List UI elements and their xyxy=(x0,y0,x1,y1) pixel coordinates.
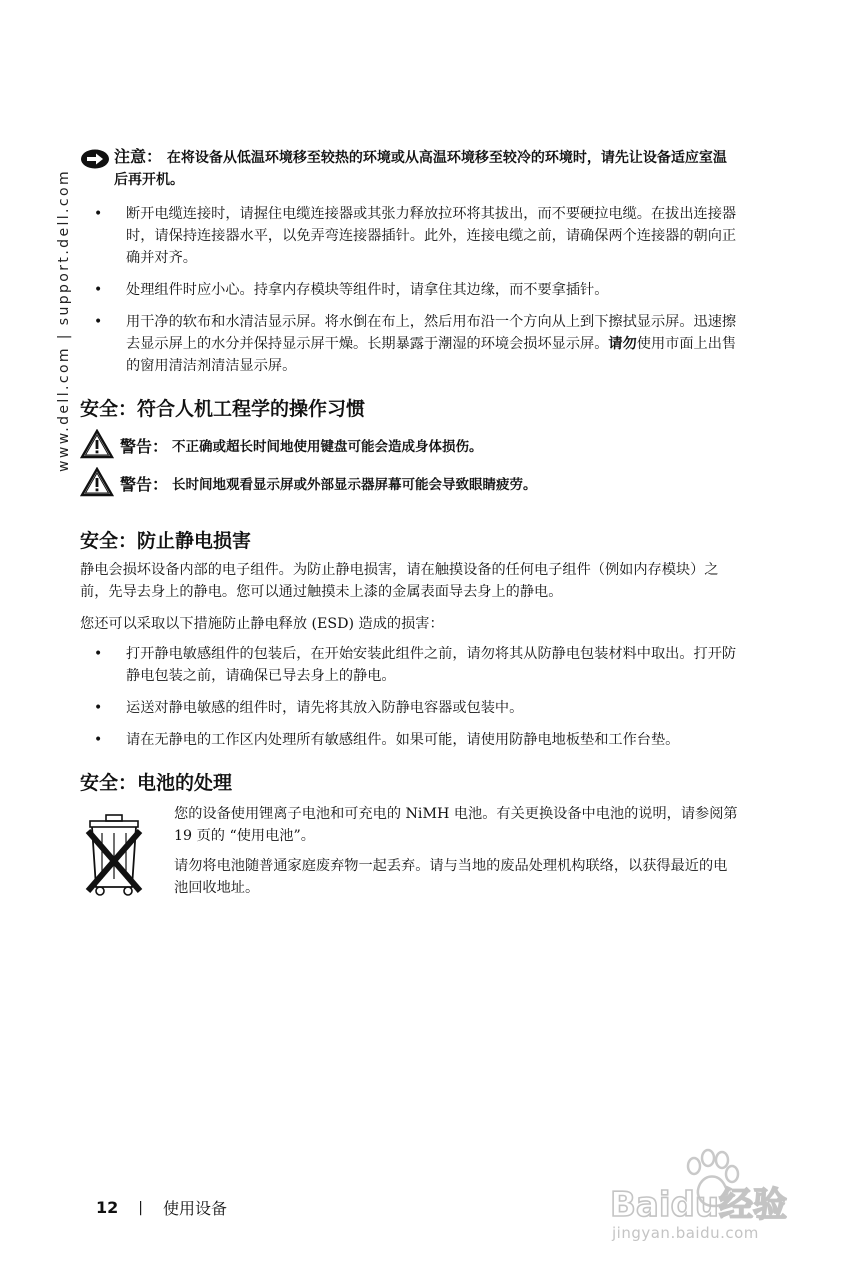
warning-label: 警告： xyxy=(120,475,169,494)
esd-paragraph-2: 您还可以采取以下措施防止静电释放 (ESD) 造成的损害： xyxy=(80,616,444,632)
battery-text xyxy=(160,803,740,899)
battery-paragraph-1: 您的设备使用锂离子电池和可充电的 NiMH 电池。有关更换设备中电池的说明，请参阅第 19 页的 “使用电池”。 xyxy=(174,806,738,844)
ergonomics-heading: 安全：符合人机工程学的操作习惯 xyxy=(80,398,366,420)
esd-paragraph-1: 静电会损坏设备内部的电子组件。为防止静电损害，请在触摸设备的任何电子组件（例如内存模块）之前，先导去身上的静电。您可以通过触摸未上漆的金属表面导去身上的静电。 xyxy=(80,562,719,600)
notice-text: 在将设备从低温环境移至较热的环境或从高温环境移至较冷的环境时，请先让设备适应室温后再开机。 xyxy=(114,150,727,188)
warning-triangle-icon xyxy=(80,467,120,503)
notice-arrow-icon xyxy=(80,149,114,176)
display-text-b: 使用市面上出售的窗用清洁剂清洁显示屏。 xyxy=(126,336,737,374)
battery-heading: 安全：电池的处理 xyxy=(80,772,233,794)
crossed-bin-icon xyxy=(80,809,160,903)
page-footer xyxy=(96,1196,227,1219)
esd-list xyxy=(80,643,740,751)
display-text-bold: 请勿 xyxy=(608,336,637,352)
display-text-a: 用干净的软布和水清洁显示屏。将水倒在布上，然后用布沿一个方向从上到下擦拭显示屏。迅速擦去显示屏上的水分并保持显示屏干燥。长期暴露于潮湿的环境会损坏显示屏。 xyxy=(126,314,737,352)
warning-text: 长时间地观看显示屏或外部显示器屏幕可能会导致眼睛疲劳。 xyxy=(172,477,537,493)
list-item: • 打开静电敏感组件的包装后，在开始安装此组件之前，请勿将其从防静电包装材料中取出。打开防静电包装之前，请确保已导去身上的静电。 xyxy=(126,643,740,687)
warning-label: 警告： xyxy=(120,437,169,456)
warning-triangle-icon xyxy=(80,429,120,465)
warning-row xyxy=(80,429,740,465)
warning-row xyxy=(80,467,740,503)
list-item: • 断开电缆连接时，请握住电缆连接器或其张力释放拉环将其拔出，而不要硬拉电缆。在拔出连接器时，请保持连接器水平，以免弄弯连接器插针。此外，连接电缆之前，请确保两个连接器的朝向正确并对齐。 xyxy=(126,203,740,269)
main-content xyxy=(80,146,740,903)
battery-paragraph-2: 请勿将电池随普通家庭废弃物一起丢弃。请与当地的废品处理机构联络，以获得最近的电池回收地址。 xyxy=(174,858,728,896)
battery-block xyxy=(80,803,740,903)
page-number: 12 xyxy=(96,1198,119,1217)
list-item: • 运送对静电敏感的组件时，请先将其放入防静电容器或包装中。 xyxy=(126,697,740,719)
side-url: www.dell.com | support.dell.com xyxy=(56,169,72,472)
footer-separator: | xyxy=(138,1199,143,1216)
footer-section: 使用设备 xyxy=(162,1199,227,1218)
esd-heading: 安全：防止静电损害 xyxy=(80,530,252,552)
watermark-brand: Baidu经验 xyxy=(610,1185,788,1225)
notice-text-block xyxy=(114,146,740,191)
list-item: • 处理组件时应小心。持拿内存模块等组件时，请拿住其边缘，而不要拿插针。 xyxy=(126,279,740,301)
list-item: • 请在无静电的工作区内处理所有敏感组件。如果可能，请使用防静电地板垫和工作台垫。 xyxy=(126,729,740,751)
list-item xyxy=(126,311,740,377)
handling-list xyxy=(80,203,740,377)
warning-text: 不正确或超长时间地使用键盘可能会造成身体损伤。 xyxy=(172,439,483,455)
notice-label: 注意： xyxy=(114,147,163,166)
notice-block xyxy=(80,146,740,191)
watermark-url: jingyan.baidu.com xyxy=(612,1224,759,1242)
